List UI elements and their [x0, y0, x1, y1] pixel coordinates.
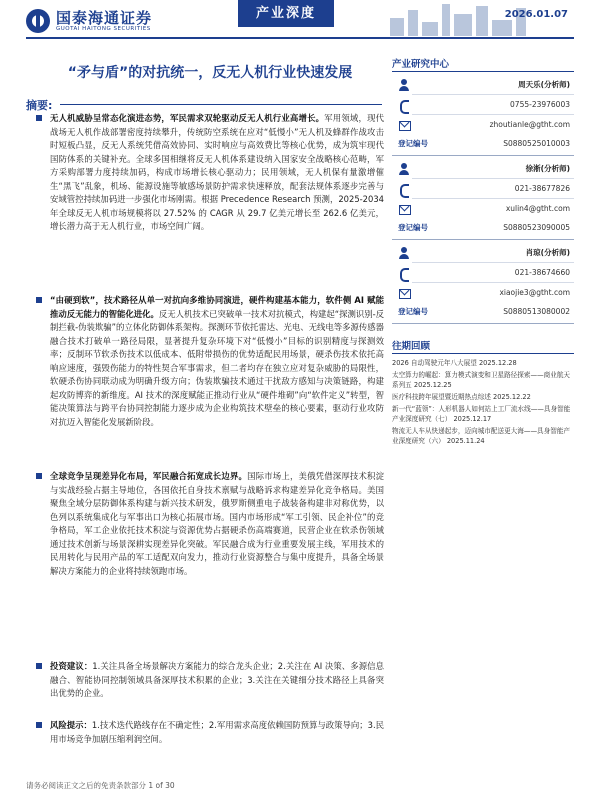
person-icon — [398, 79, 410, 91]
paragraph-lead: 全球竞争呈现差异化布局，军民融合拓宽成长边界。 — [50, 471, 248, 481]
paragraph-text: 1.技术迭代路线存在不确定性；2.军用需求高度依赖国防预算与政策导向；3.民用市场竞争加剧压缩利润空间。 — [50, 720, 384, 744]
analyst-email[interactable]: zhoutianle@gtht.com — [489, 120, 570, 129]
registration-label: 登记编号 — [398, 139, 428, 148]
analyst-card — [392, 156, 574, 240]
past-report-title[interactable]: 2026 自动驾驶元年八大展望 — [392, 359, 477, 367]
report-title: “矛与盾”的对抗统一，反无人机行业快速发展 — [67, 65, 353, 81]
abstract-paragraph-competition — [28, 470, 384, 654]
paragraph-text: 反无人机技术已突破单一技术对抗模式，构建起“探测识别-反制拦截-伪装欺骗”的立体化防御体系架构。探测环节依托雷达、光电、无线电等多源传感器融合技术打破单一路径局限，显著提升复杂环境下对“低慢小”目标的识别精度与探测效率；反制环节软杀伤技术以低成本、低附带损伤的优势适配民用场景，硬杀伤技术依托高响应速度，强毁伤能力的特性契合军事需求，但二者均存在独立应对复杂威胁的局限性，软硬杀伤协同联动成为明确升级方向；伪装欺骗技术通过干扰敌方感知与决策链路，构建起攻防博弈的新维度。AI 技术的深度赋能正推动行业从“硬件堆砌”向“软件定义”转型，智能决策算法与跨平台协同控制能力逐步成为企业构筑技术壁垒的核心要素，驱动行业攻防对抗迈入智能化发展新阶段。 — [50, 308, 385, 427]
abstract-label: 摘要: — [26, 99, 53, 112]
phone-icon — [398, 99, 410, 111]
analyst-name: 肖琼(分析师) — [525, 248, 570, 257]
analyst-card — [392, 240, 574, 324]
past-report-title[interactable]: 医疗科技跨年展望暨近期热点综述 — [392, 393, 491, 401]
paragraph-lead: 无人机威胁呈常态化演进态势，军民需求双轮驱动反无人机行业高增长。 — [50, 113, 325, 123]
analyst-phone: 0755-23976003 — [510, 100, 570, 109]
paragraph-lead: 风险提示： — [50, 720, 92, 730]
past-report-date: 2025.12.22 — [493, 393, 531, 401]
report-date: 2026.01.07 — [504, 9, 568, 20]
past-report-date: 2025.12.28 — [478, 359, 517, 367]
phone-icon — [398, 183, 410, 195]
report-header — [0, 0, 600, 38]
paragraph-lead: 投资建议： — [50, 661, 93, 671]
past-reports-heading: 往期回顾 — [392, 338, 574, 354]
paragraph-lead: “由硬到软”，技术路径从单一对抗向多维协同演进，硬件构建基本能力，软件侧 AI 赋能推动反无能力的智能化进化。 — [50, 295, 384, 319]
paragraph-text: 国际市场上，美俄凭借深厚技术积淀与实战经验占据主导地位，各国依托自身技术禀赋与战略诉求构建差异化竞争格局。美国聚焦全域分层防御体系构建与新兴技术研发，俄罗斯侧重电子战装备构建非对称优势，以色列以系统集成化与军事出口为核心拓展市场。国内市场形成“军工引领、民企补位”的竞争格局，军工企业依托技术积淀与资源优势占据硬杀伤高端赛道，民营企业在软杀伤领域通过技术创新与场景深耕实现差异化突破。军民融合成为行业重要发展主线，军用技术的民用转化与民用产品的军工适配双向发力，推动行业资源整合与集中度提升，具备全场景解决方案能力的企业将持续领跑市场。 — [50, 471, 385, 576]
analyst-registration: S0880513080002 — [503, 307, 570, 316]
registration-label: 登记编号 — [398, 307, 428, 316]
paragraph-text: 军用领域，现代战场无人机作战部署密度持续攀升，传统防空系统在应对“低慢小”无人机及蜂群作战攻击时短板凸显，反无人系统凭借高效协同、实时响应与高效费比等核心优势，成为筑牢现代国防体系的关键补充。全球多国相继将反无人机体系建设纳入国家安全战略核心范畴，军方采购部署力度持续加码，构成市场增长核心驱动力；民用领域，无人机保有量激增催生“黑飞”乱象，机场、能源设施等敏感场景防护需求快速释放，配套法规体系逐步完善与安域管控持续加码进一步强化市场刚需。根据 Precedence Research 预测，2025-2034 年全球反无人机市场规模将以 27.52% 的 CAGR 从 29.7 亿美元增长至 262.6 亿美元，增长潜力高于无人机行业，市场空间广阔。 — [50, 113, 385, 231]
analyst-card — [392, 72, 574, 156]
analyst-email[interactable]: xulin4@gtht.com — [505, 204, 570, 213]
sidebar — [392, 56, 574, 448]
analyst-phone: 021-38674660 — [514, 268, 570, 277]
logo-emblem-icon — [26, 9, 50, 33]
past-report-item[interactable] — [392, 426, 574, 446]
header-divider — [26, 37, 574, 39]
abstract-paragraph-investment — [28, 660, 384, 713]
phone-icon — [398, 267, 410, 279]
email-icon — [398, 287, 410, 299]
registration-label: 登记编号 — [398, 223, 428, 232]
abstract-paragraph-technology — [28, 294, 384, 464]
logo-english-name: GUOTAI HAITONG SECURITIES — [56, 25, 151, 32]
past-report-item[interactable] — [392, 370, 574, 390]
logo-chinese-name: 国泰海通证券 — [56, 8, 153, 27]
abstract-divider — [60, 104, 382, 105]
report-type-tag: 产业深度 — [238, 0, 334, 27]
past-report-title[interactable]: 太空算力的崛起：算力模式演变和卫星路径探索——商业航天系列五 — [392, 371, 571, 389]
past-report-date: 2025.11.24 — [446, 437, 485, 445]
email-icon — [398, 119, 410, 131]
past-reports-list — [392, 358, 574, 446]
past-report-item[interactable] — [392, 404, 574, 424]
past-report-item[interactable] — [392, 392, 574, 402]
page-footer: 请务必阅读正文之后的免责条款部分 1 of 30 — [26, 781, 175, 790]
research-center-heading: 产业研究中心 — [392, 56, 574, 72]
analyst-phone: 021-38677826 — [514, 184, 570, 193]
analyst-registration: S0880523090005 — [503, 223, 570, 232]
analyst-name: 徐淅(分析师) — [525, 164, 570, 173]
analyst-registration: S0880525010003 — [503, 139, 570, 148]
analyst-name: 周天乐(分析师) — [518, 80, 570, 89]
person-icon — [398, 163, 410, 175]
past-report-date: 2025.12.25 — [413, 381, 452, 389]
abstract-body — [28, 112, 384, 769]
company-logo — [26, 9, 152, 33]
past-report-date: 2025.12.17 — [453, 415, 492, 423]
person-icon — [398, 247, 410, 259]
paragraph-text: 1.关注具备全场景解决方案能力的综合龙头企业；2.关注在 AI 决策、多源信息融合、智能协同控制领域具备深厚技术积累的企业；3.关注在关键细分技术路径上具备突出优势的企业。 — [50, 661, 385, 698]
abstract-paragraph-market — [28, 112, 384, 288]
past-report-title[interactable]: 物流无人车从快递起步，迈向城市配送更大海——具身智能产业深度研究（六） — [392, 427, 571, 445]
past-report-item[interactable] — [392, 358, 574, 368]
abstract-paragraph-risk — [28, 719, 384, 763]
past-report-title[interactable]: 新一代“蓝领”：人形机器人如何站上工厂流水线——具身智能产业深度研究（七） — [392, 405, 571, 423]
analyst-email[interactable]: xiaojie3@gtht.com — [499, 288, 570, 297]
email-icon — [398, 203, 410, 215]
